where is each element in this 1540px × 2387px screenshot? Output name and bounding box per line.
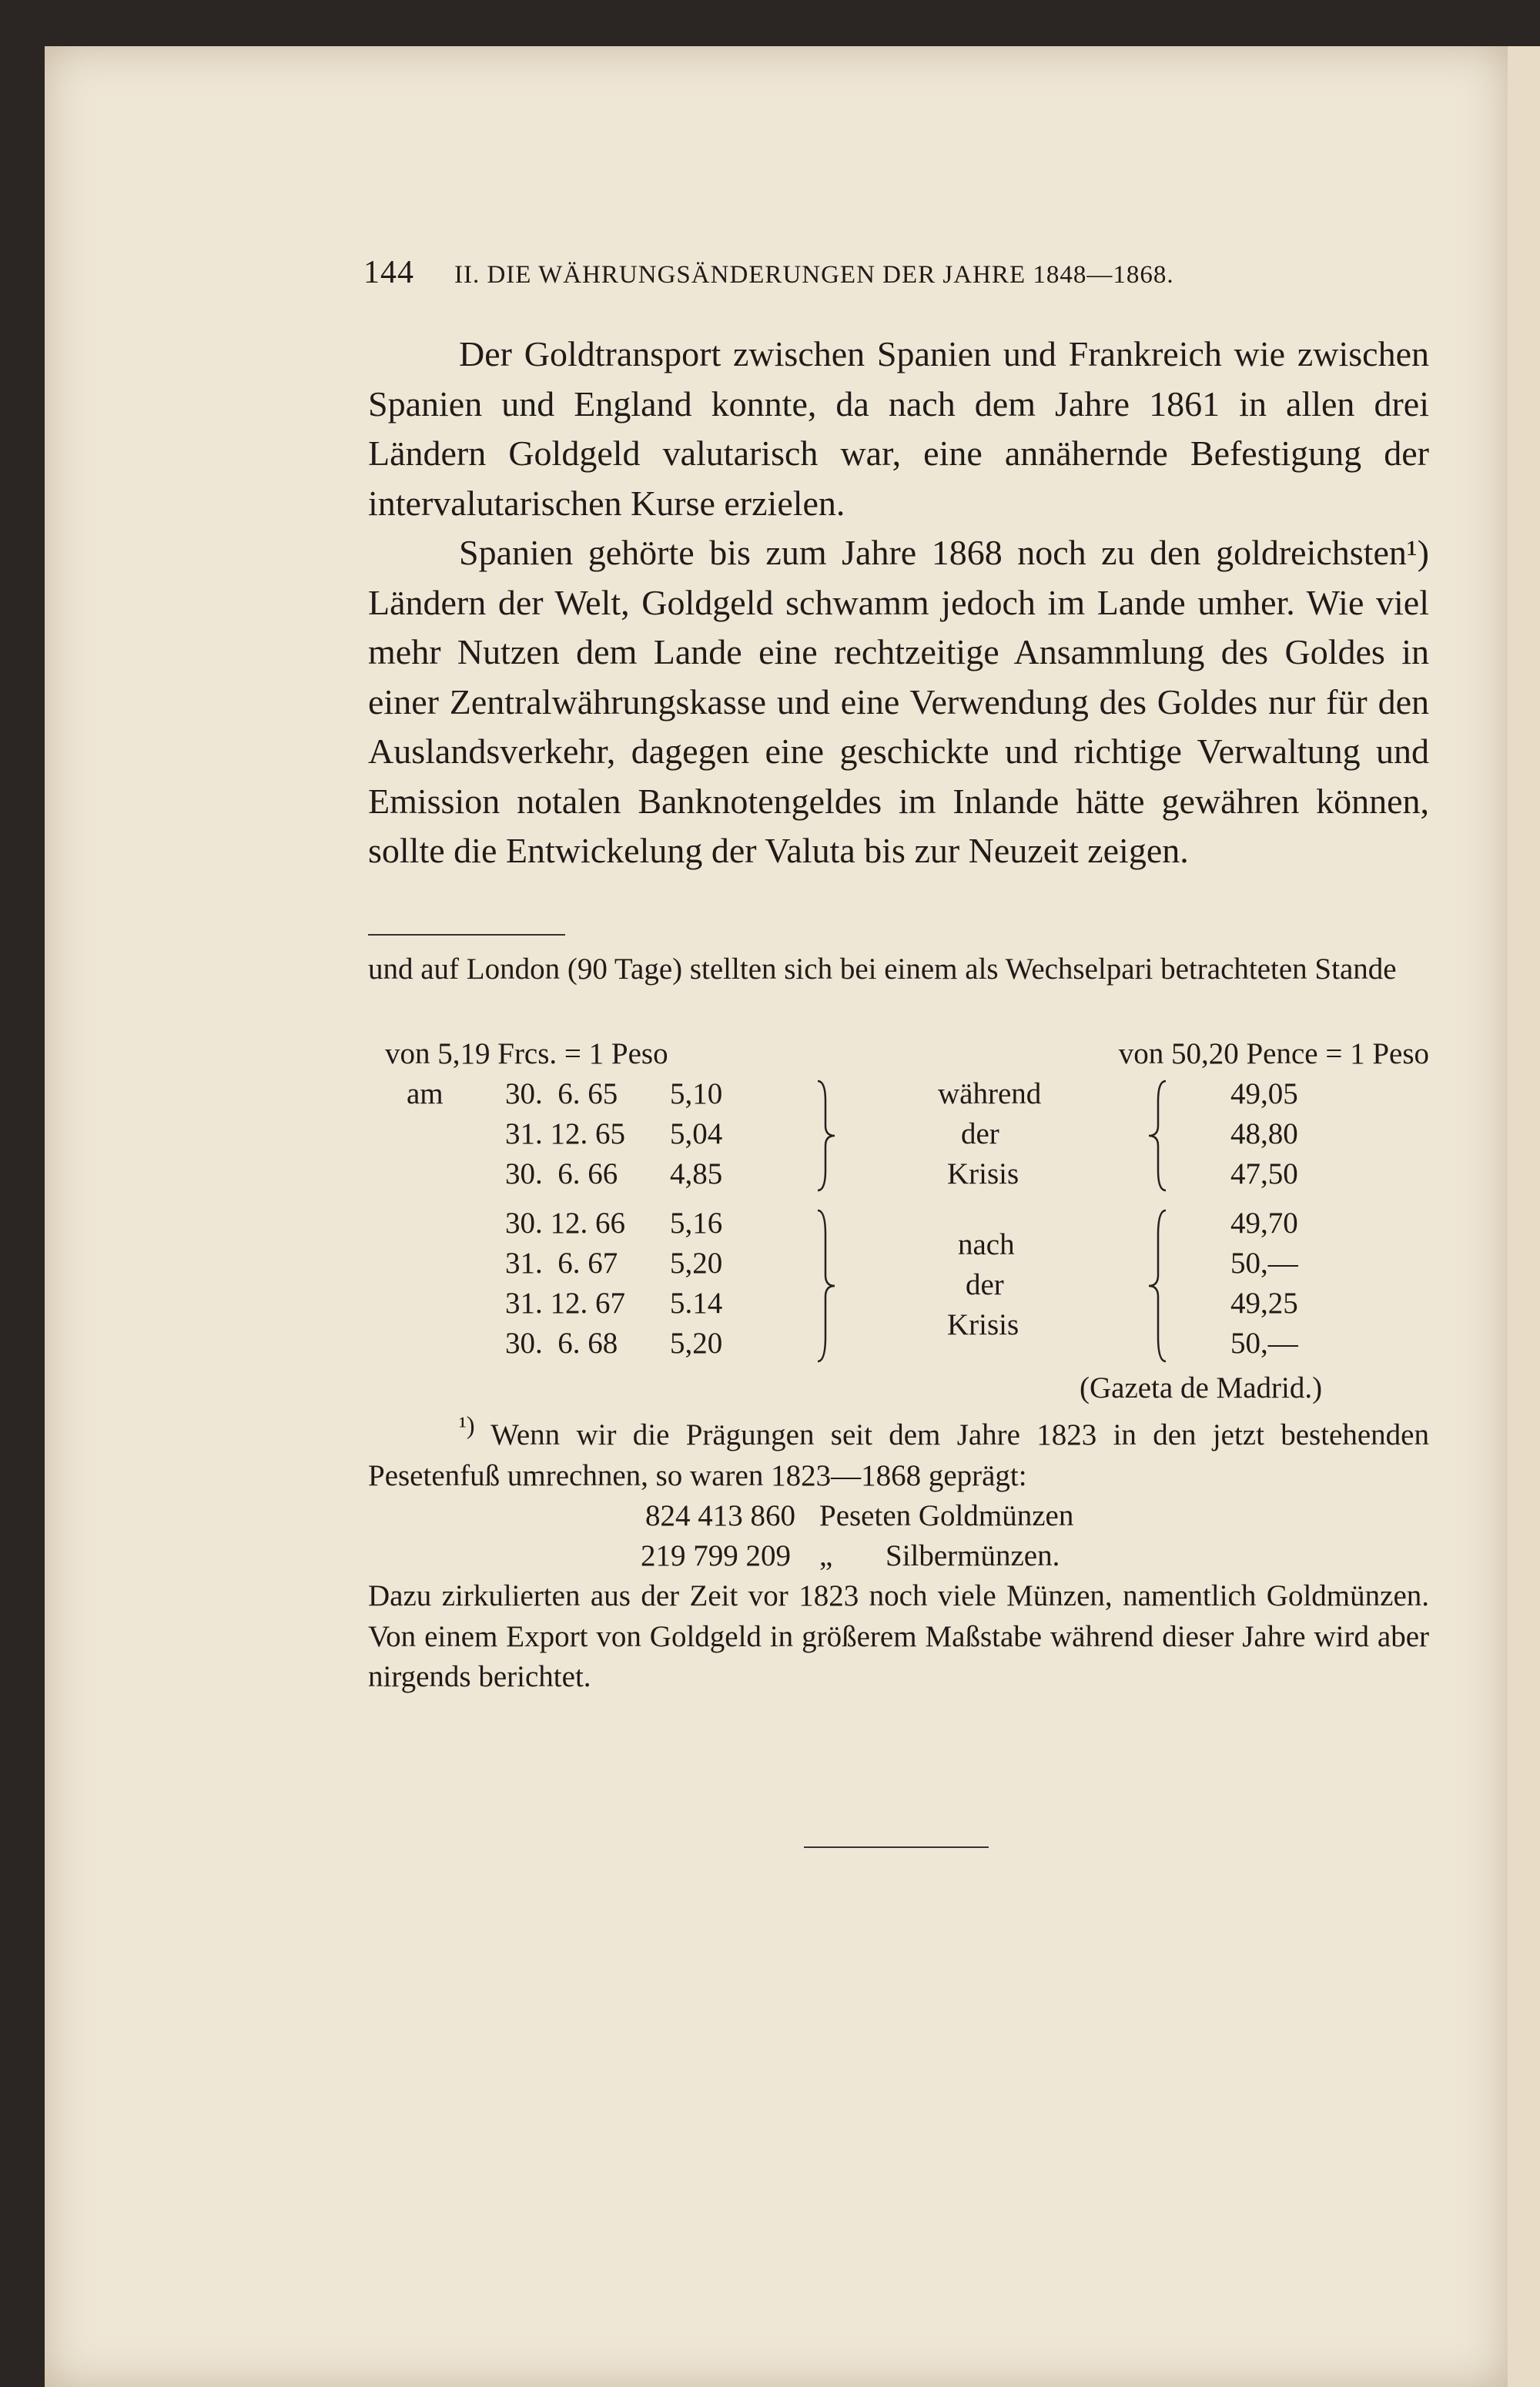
group2-label-2: der	[966, 1268, 1004, 1301]
silver-amount: 219 799 209	[641, 1539, 791, 1572]
left-brace-1	[815, 1078, 838, 1194]
row-pence: 49,70	[1230, 1207, 1298, 1240]
group2-label-3: Krisis	[947, 1308, 1019, 1341]
paragraph-1: Der Goldtransport zwischen Spanien und Frankreich wie zwischen Spanien und England konnte, da nach dem Jahre 1861 in allen drei Ländern Goldgeld valutarisch war, eine annähernde Befestigung der intervalutarischen Kurse erzielen.	[368, 334, 1429, 523]
row-pence: 50,—	[1230, 1327, 1298, 1360]
gold-label: Peseten Goldmünzen	[819, 1499, 1074, 1532]
table-source: (Gazeta de Madrid.)	[1080, 1371, 1323, 1404]
row-date: 31. 6. 67	[505, 1247, 618, 1280]
running-title: II. DIE WÄHRUNGSÄNDERUNGEN DER JAHRE 1848—1868.	[454, 261, 1174, 289]
row-date: 31. 12. 65	[505, 1117, 625, 1150]
row-date: 30. 12. 66	[505, 1207, 625, 1240]
row-pence: 48,80	[1230, 1117, 1298, 1150]
group1-label-3: Krisis	[947, 1157, 1019, 1190]
row-date: 30. 6. 68	[505, 1327, 618, 1360]
row-frcs: 5,20	[670, 1327, 723, 1360]
group1-label-2: der	[961, 1117, 999, 1150]
row-frcs: 5,20	[670, 1247, 723, 1280]
end-rule	[804, 1846, 989, 1848]
running-head	[363, 254, 1434, 291]
footnote-text: Wenn wir die Prägungen seit dem Jahre 1823 in den jetzt bestehenden Pesetenfuß umrechnen, so waren 1823—1868 geprägt:	[368, 1418, 1429, 1492]
group1-label-1: während	[938, 1077, 1042, 1110]
row-date: 30. 6. 66	[505, 1157, 618, 1190]
row-frcs: 5.14	[670, 1287, 723, 1320]
row-pence: 49,05	[1230, 1077, 1298, 1110]
left-header: von 5,19 Frcs. = 1 Peso	[385, 1037, 668, 1070]
row-frcs: 4,85	[670, 1157, 723, 1190]
row-pence: 49,25	[1230, 1287, 1298, 1320]
ditto-mark: „	[819, 1539, 833, 1572]
silver-label: Silbermünzen.	[886, 1539, 1060, 1572]
row-date: 31. 12. 67	[505, 1287, 625, 1320]
left-brace-2	[815, 1207, 838, 1365]
paragraph-2: Spanien gehörte bis zum Jahre 1868 noch zu den goldreichsten¹) Ländern der Welt, Goldgeld schwamm jedoch im Lande umher. Wie viel mehr Nutzen dem Lande eine rechtzeitige Ansammlung des Goldes in einer Zentralwährungskasse und eine Verwendung des Goldes nur für den Auslandsverkehr, dagegen eine geschickte und richtige Verwaltung und Emission notalen Banknotengeldes im Inlande hätte gewähren können, sollte die Entwickelung der Valuta bis zur Neuzeit zeigen.	[368, 533, 1429, 870]
right-brace-1	[1146, 1078, 1169, 1194]
footnote-marker: ¹)	[459, 1412, 475, 1440]
footnote-continuation-text: und auf London (90 Tage) stellten sich bei einem als Wechselpari betrachteten Stande	[368, 952, 1397, 986]
row-frcs: 5,10	[670, 1077, 723, 1110]
body-text	[368, 330, 1429, 876]
page-number: 144	[363, 255, 414, 290]
group2-label-1: nach	[958, 1228, 1015, 1261]
right-header: von 50,20 Pence = 1 Peso	[1118, 1037, 1429, 1070]
row-pence: 50,—	[1230, 1247, 1298, 1280]
facing-page-edge	[1508, 46, 1540, 2387]
exchange-rate-table	[368, 1032, 1429, 1371]
footnote-continuation	[368, 949, 1429, 990]
row-prefix: am	[407, 1077, 444, 1110]
row-pence: 47,50	[1230, 1157, 1298, 1190]
footnote-rule	[368, 934, 565, 936]
footnote-closing: Dazu zirkulierten aus der Zeit vor 1823 noch viele Münzen, namentlich Goldmünzen. Von einem Export von Goldgeld in größerem Maßstabe während dieser Jahre wird aber nirgends berichtet.	[368, 1579, 1429, 1693]
row-date: 30. 6. 65	[505, 1077, 618, 1110]
footnote-1	[368, 1406, 1429, 1698]
gold-amount: 824 413 860	[645, 1499, 795, 1532]
row-frcs: 5,04	[670, 1117, 723, 1150]
row-frcs: 5,16	[670, 1207, 723, 1240]
right-brace-2	[1146, 1207, 1169, 1365]
